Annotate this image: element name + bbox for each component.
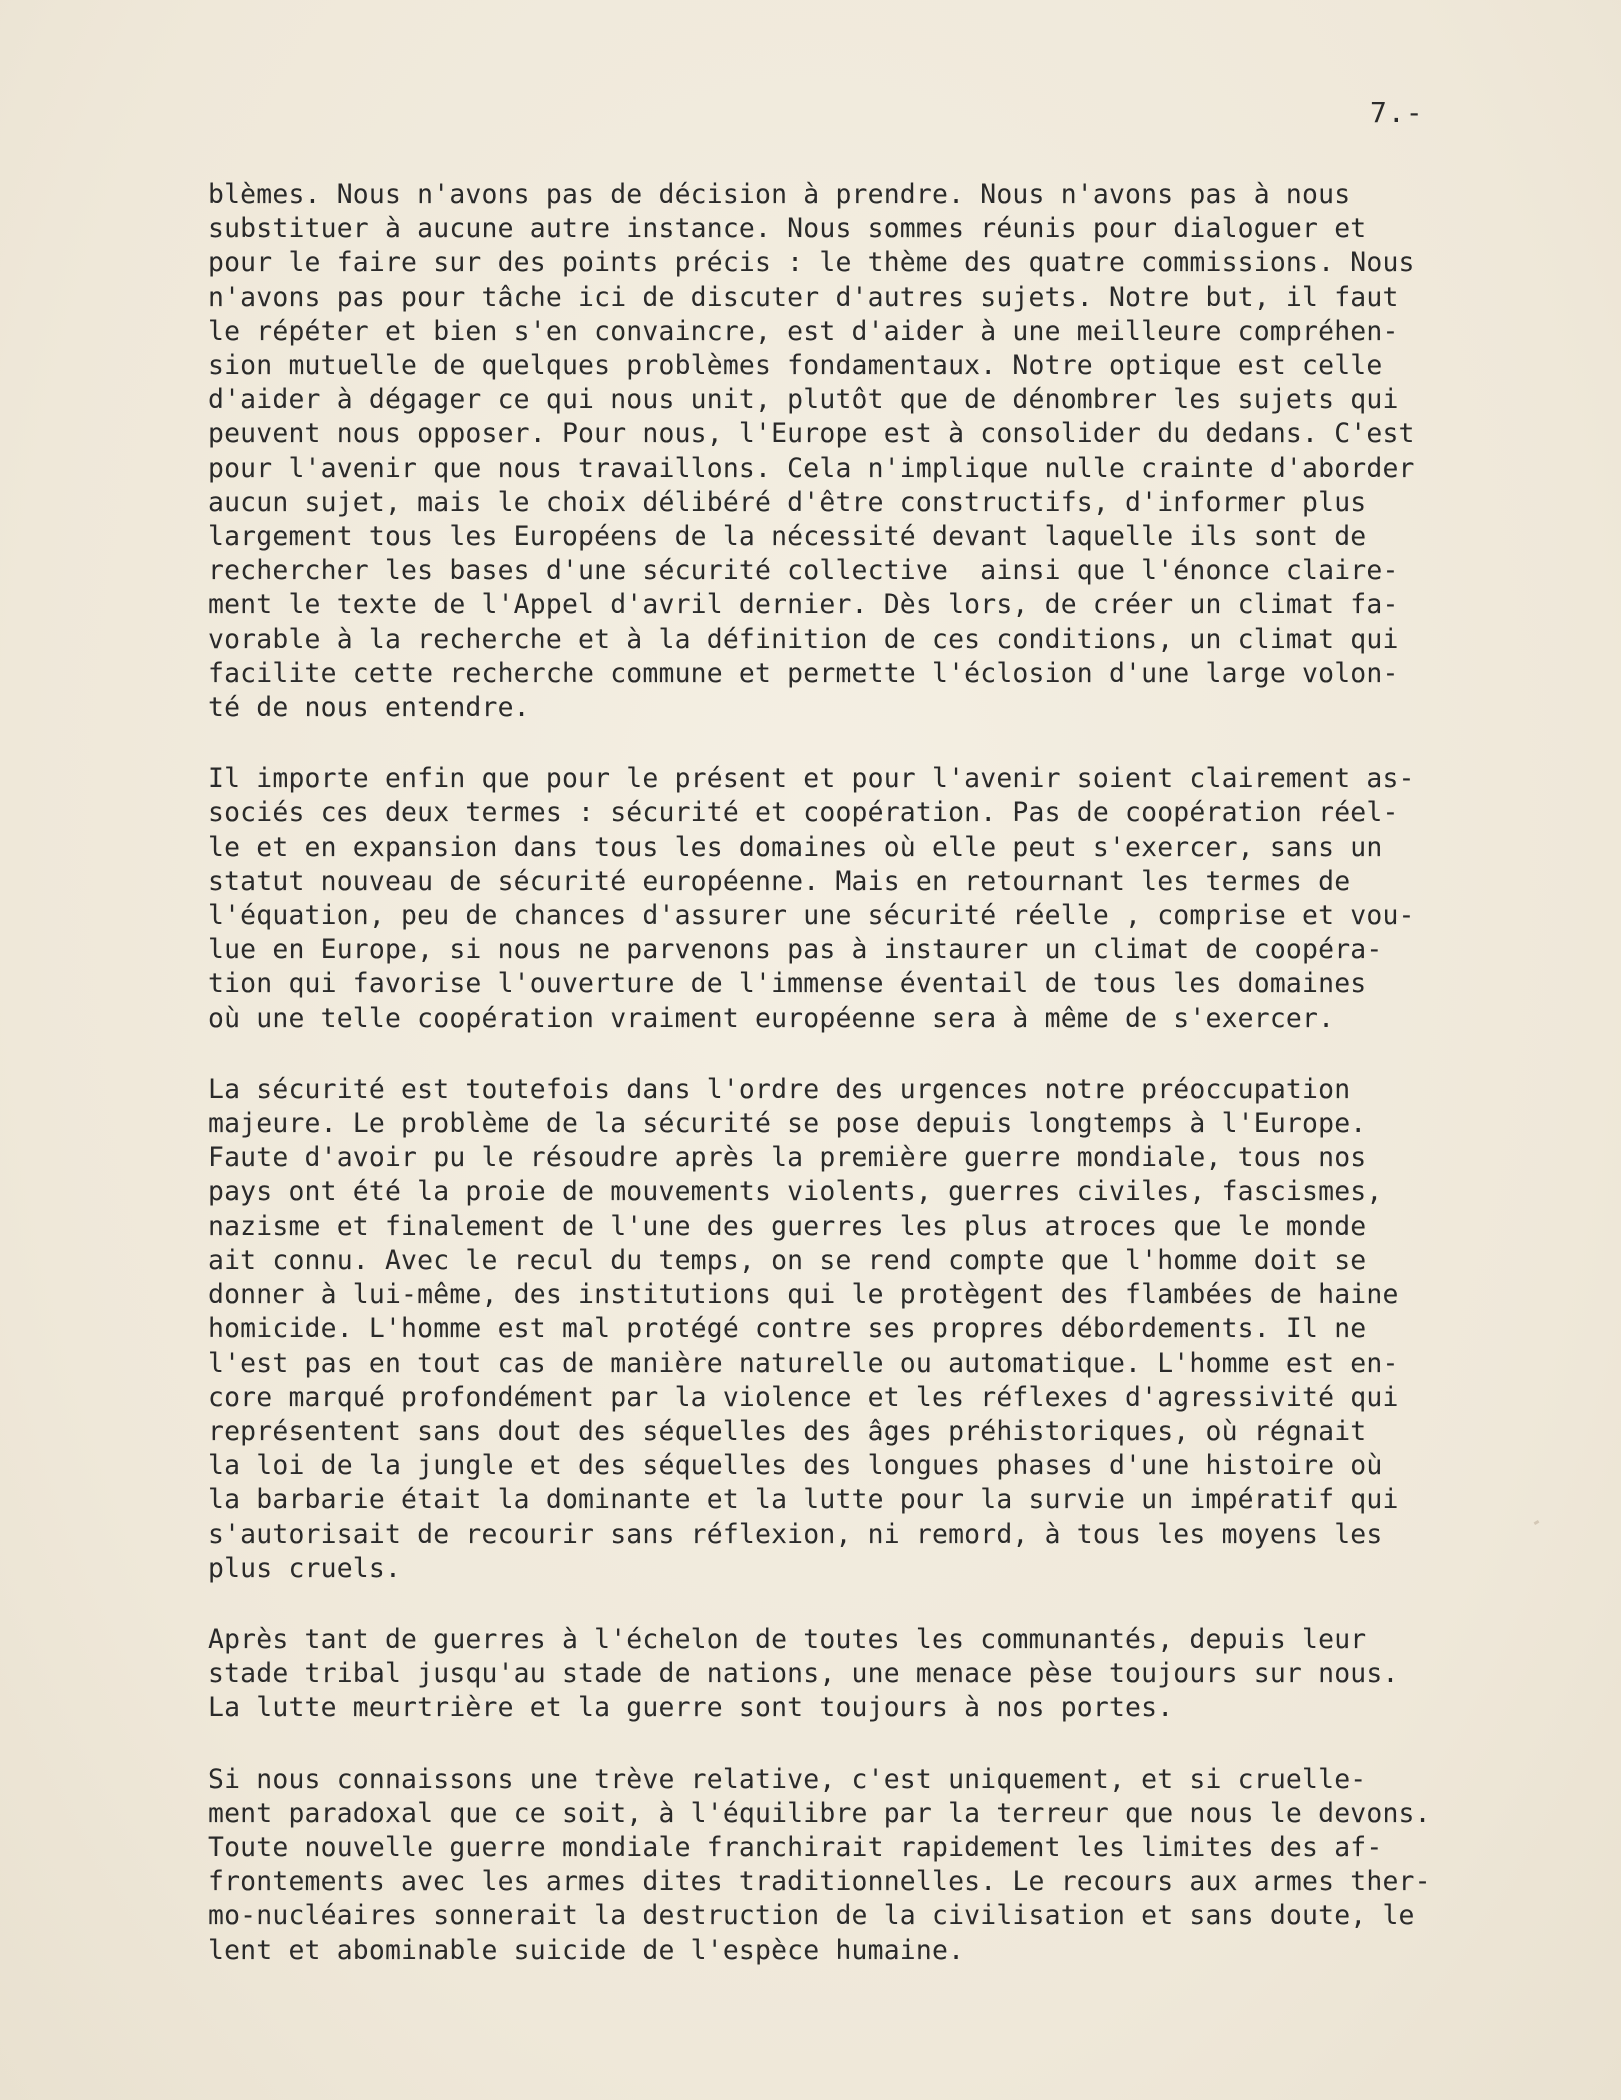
text-line: l'est pas en tout cas de manière naturelle ou automatique. L'homme est en- — [208, 1347, 1399, 1379]
text-line: lent et abominable suicide de l'espèce humaine. — [208, 1934, 965, 1966]
text-line: où une telle coopération vraiment européenne sera à même de s'exercer. — [208, 1002, 1335, 1034]
text-line: sion mutuelle de quelques problèmes fondamentaux. Notre optique est celle — [208, 350, 1383, 382]
text-line: plus cruels. — [208, 1552, 402, 1584]
text-line: pays ont été la proie de mouvements violents, guerres civiles, fascismes, — [208, 1176, 1383, 1208]
paragraph-2 — [208, 762, 1558, 1036]
text-line: core marqué profondément par la violence et les réflexes d'agressivité qui — [208, 1381, 1399, 1413]
text-line: sociés ces deux termes : sécurité et coopération. Pas de coopération réel- — [208, 797, 1399, 829]
text-line: pour l'avenir que nous travaillons. Cela n'implique nulle crainte d'aborder — [208, 452, 1415, 484]
document-body — [208, 178, 1558, 2005]
paragraph-1 — [208, 178, 1558, 725]
text-line: Faute d'avoir pu le résoudre après la première guerre mondiale, tous nos — [208, 1142, 1367, 1174]
text-line: té de nous entendre. — [208, 692, 530, 724]
text-line: Après tant de guerres à l'échelon de toutes les communantés, depuis leur — [208, 1623, 1367, 1655]
text-line: rechercher les bases d'une sécurité collective ainsi que l'énonce claire- — [208, 555, 1399, 587]
text-line: ment paradoxal que ce soit, à l'équilibre par la terreur que nous le devons. — [208, 1797, 1431, 1829]
text-line: Si nous connaissons une trève relative, c'est uniquement, et si cruelle- — [208, 1763, 1367, 1795]
text-line: pour le faire sur des points précis : le thème des quatre commissions. Nous — [208, 247, 1415, 279]
text-line: donner à lui-même, des institutions qui le protègent des flambées de haine — [208, 1279, 1399, 1311]
text-line: la loi de la jungle et des séquelles des longues phases d'une histoire où — [208, 1450, 1383, 1482]
text-line: nazisme et finalement de l'une des guerres les plus atroces que le monde — [208, 1210, 1367, 1242]
text-line: aucun sujet, mais le choix délibéré d'être constructifs, d'informer plus — [208, 486, 1367, 518]
text-line: frontements avec les armes dites traditionnelles. Le recours aux armes ther- — [208, 1866, 1431, 1898]
text-line: représentent sans dout des séquelles des âges préhistoriques, où régnait — [208, 1415, 1367, 1447]
paragraph-3 — [208, 1073, 1558, 1586]
text-line: mo-nucléaires sonnerait la destruction de la civilisation et sans doute, le — [208, 1900, 1415, 1932]
text-line: majeure. Le problème de la sécurité se pose depuis longtemps à l'Europe. — [208, 1108, 1367, 1140]
text-line: s'autorisait de recourir sans réflexion, ni remord, à tous les moyens les — [208, 1518, 1383, 1550]
text-line: homicide. L'homme est mal protégé contre ses propres débordements. Il ne — [208, 1313, 1367, 1345]
text-line: la barbarie était la dominante et la lutte pour la survie un impératif qui — [208, 1484, 1399, 1516]
text-line: stade tribal jusqu'au stade de nations, une menace pèse toujours sur nous. — [208, 1658, 1399, 1690]
text-line: n'avons pas pour tâche ici de discuter d'autres sujets. Notre but, il faut — [208, 281, 1399, 313]
text-line: ait connu. Avec le recul du temps, on se rend compte que l'homme doit se — [208, 1244, 1367, 1276]
text-line: La sécurité est toutefois dans l'ordre des urgences notre préoccupation — [208, 1073, 1351, 1105]
page-number: 7.- — [1370, 96, 1424, 129]
text-line: d'aider à dégager ce qui nous unit, plutôt que de dénombrer les sujets qui — [208, 384, 1399, 416]
text-line: Il importe enfin que pour le présent et pour l'avenir soient clairement as- — [208, 763, 1415, 795]
paragraph-5 — [208, 1763, 1558, 1968]
text-line: La lutte meurtrière et la guerre sont toujours à nos portes. — [208, 1692, 1174, 1724]
text-line: le répéter et bien s'en convaincre, est d'aider à une meilleure compréhen- — [208, 315, 1399, 347]
text-line: vorable à la recherche et à la définition de ces conditions, un climat qui — [208, 623, 1399, 655]
text-line: largement tous les Européens de la nécessité devant laquelle ils sont de — [208, 521, 1367, 553]
text-line: blèmes. Nous n'avons pas de décision à prendre. Nous n'avons pas à nous — [208, 179, 1351, 210]
text-line: peuvent nous opposer. Pour nous, l'Europe est à consolider du dedans. C'est — [208, 418, 1415, 450]
text-line: le et en expansion dans tous les domaines où elle peut s'exercer, sans un — [208, 831, 1383, 863]
text-line: substituer à aucune autre instance. Nous sommes réunis pour dialoguer et — [208, 213, 1367, 245]
text-line: Toute nouvelle guerre mondiale franchirait rapidement les limites des af- — [208, 1831, 1383, 1863]
text-line: lue en Europe, si nous ne parvenons pas à instaurer un climat de coopéra- — [208, 934, 1383, 966]
text-line: ment le texte de l'Appel d'avril dernier. Dès lors, de créer un climat fa- — [208, 589, 1399, 621]
text-line: l'équation, peu de chances d'assurer une sécurité réelle , comprise et vou- — [208, 900, 1415, 932]
paragraph-4 — [208, 1623, 1558, 1726]
text-line: statut nouveau de sécurité européenne. Mais en retournant les termes de — [208, 865, 1351, 897]
text-line: tion qui favorise l'ouverture de l'immense éventail de tous les domaines — [208, 968, 1367, 1000]
text-line: facilite cette recherche commune et permette l'éclosion d'une large volon- — [208, 657, 1399, 689]
